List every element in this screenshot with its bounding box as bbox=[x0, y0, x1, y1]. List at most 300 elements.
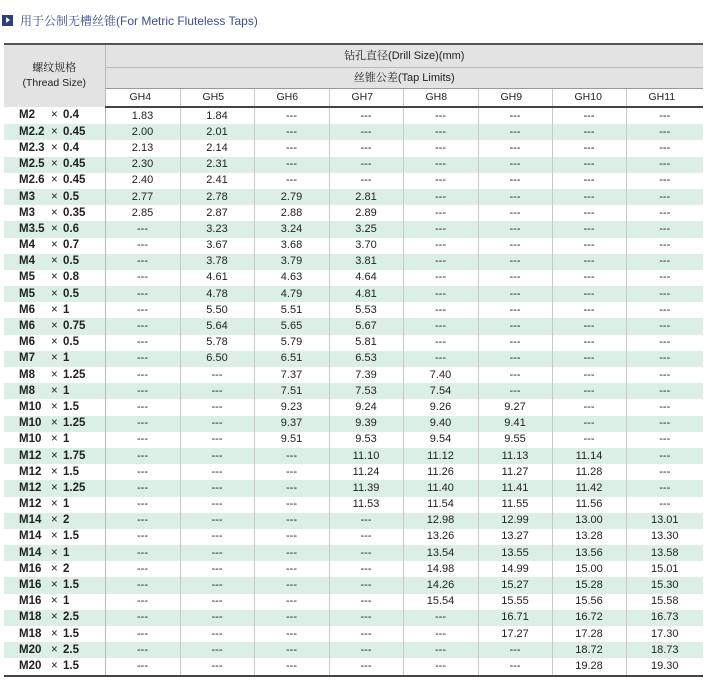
drill-value-cell: --- bbox=[659, 239, 671, 252]
table-row bbox=[4, 626, 703, 642]
drill-value-cell: --- bbox=[105, 545, 180, 561]
drill-value-cell: --- bbox=[180, 626, 254, 642]
drill-value-cell: --- bbox=[659, 303, 671, 316]
drill-value-cell: --- bbox=[552, 173, 626, 189]
drill-value-cell: --- bbox=[105, 642, 180, 658]
thread-diameter: M20 bbox=[19, 659, 42, 672]
drill-value-cell: 11.55 bbox=[478, 497, 552, 513]
drill-value-cell: --- bbox=[254, 513, 329, 529]
drill-value-cell: --- bbox=[329, 545, 403, 561]
drill-value-cell: --- bbox=[552, 107, 626, 124]
drill-value-cell: --- bbox=[180, 448, 254, 464]
table-row bbox=[4, 318, 703, 334]
drill-value-cell: 6.51 bbox=[254, 351, 329, 367]
drill-value-cell: --- bbox=[329, 124, 403, 140]
thread-size-cell bbox=[4, 302, 105, 318]
drill-value-cell: --- bbox=[659, 174, 671, 187]
table-row bbox=[4, 658, 703, 675]
times-sign: × bbox=[51, 433, 58, 446]
thread-diameter: M10 bbox=[19, 433, 42, 446]
drill-value-cell: --- bbox=[626, 124, 703, 140]
drill-value-cell: --- bbox=[105, 221, 180, 237]
drill-value-cell: --- bbox=[552, 367, 626, 383]
drill-value-cell: 16.73 bbox=[626, 610, 703, 626]
drill-value-cell: 13.55 bbox=[478, 545, 552, 561]
drill-value-cell: 11.14 bbox=[552, 448, 626, 464]
drill-value-cell: --- bbox=[329, 529, 403, 545]
thread-diameter: M3 bbox=[19, 190, 35, 203]
thread-size-cell bbox=[4, 448, 105, 464]
drill-value-cell: 15.54 bbox=[403, 594, 478, 610]
drill-value-cell: --- bbox=[105, 254, 180, 270]
thread-pitch: 0.5 bbox=[63, 190, 79, 203]
thread-size-cell bbox=[4, 626, 105, 642]
drill-value-cell: 15.27 bbox=[478, 577, 552, 593]
drill-value-cell: 15.56 bbox=[552, 594, 626, 610]
times-sign: × bbox=[51, 627, 58, 640]
drill-value-cell: --- bbox=[105, 399, 180, 415]
drill-value-cell: --- bbox=[552, 189, 626, 205]
thread-pitch: 2 bbox=[63, 514, 70, 527]
drill-value-cell: --- bbox=[254, 545, 329, 561]
thread-diameter: M12 bbox=[19, 481, 42, 494]
table-row bbox=[4, 399, 703, 415]
drill-value-cell: --- bbox=[105, 367, 180, 383]
drill-value-cell: 9.40 bbox=[403, 416, 478, 432]
drill-value-cell: 15.55 bbox=[478, 594, 552, 610]
thread-size-cell bbox=[4, 561, 105, 577]
thread-diameter: M12 bbox=[19, 498, 42, 511]
thread-pitch: 2.5 bbox=[63, 643, 79, 656]
thread-pitch: 0.7 bbox=[63, 239, 79, 252]
table-row bbox=[4, 238, 703, 254]
thread-size-cell bbox=[4, 497, 105, 513]
section-title bbox=[0, 10, 258, 30]
drill-value-cell: --- bbox=[478, 238, 552, 254]
drill-value-cell: 13.54 bbox=[403, 545, 478, 561]
bullet-arrow-icon bbox=[2, 15, 13, 26]
drill-value-cell: 15.58 bbox=[650, 595, 679, 608]
thread-pitch: 1.25 bbox=[63, 417, 86, 430]
drill-value-cell: --- bbox=[254, 594, 329, 610]
times-sign: × bbox=[51, 481, 58, 494]
drill-value-cell: --- bbox=[105, 529, 180, 545]
thread-size-cell bbox=[4, 383, 105, 399]
drill-value-cell: --- bbox=[659, 206, 671, 219]
thread-diameter: M2.3 bbox=[19, 141, 45, 154]
drill-value-cell: --- bbox=[478, 383, 552, 399]
times-sign: × bbox=[51, 158, 58, 171]
thread-pitch: 1 bbox=[63, 384, 70, 397]
drill-value-cell: 4.63 bbox=[254, 270, 329, 286]
drill-value-cell: 11.40 bbox=[403, 480, 478, 496]
drill-value-cell: --- bbox=[659, 400, 671, 413]
thread-diameter: M7 bbox=[19, 352, 35, 365]
thread-diameter: M8 bbox=[19, 368, 35, 381]
drill-value-cell: --- bbox=[254, 157, 329, 173]
drill-value-cell: --- bbox=[403, 626, 478, 642]
drill-value-cell: --- bbox=[478, 270, 552, 286]
drill-value-cell: 7.54 bbox=[403, 383, 478, 399]
table-row bbox=[4, 642, 703, 658]
thread-diameter: M10 bbox=[19, 417, 42, 430]
drill-value-cell: 15.00 bbox=[552, 561, 626, 577]
drill-value-cell: 5.50 bbox=[180, 302, 254, 318]
drill-value-cell: --- bbox=[180, 529, 254, 545]
drill-value-cell: --- bbox=[478, 302, 552, 318]
thread-pitch: 1.5 bbox=[63, 465, 79, 478]
drill-value-cell: 6.53 bbox=[329, 351, 403, 367]
drill-value-cell: 2.89 bbox=[329, 205, 403, 221]
drill-value-cell: --- bbox=[254, 577, 329, 593]
times-sign: × bbox=[51, 562, 58, 575]
drill-value-cell: --- bbox=[552, 124, 626, 140]
column-header-gh6: GH6 bbox=[254, 89, 329, 108]
thread-diameter: M6 bbox=[19, 320, 35, 333]
drill-value-cell: 3.67 bbox=[180, 238, 254, 254]
drill-value-cell: 17.30 bbox=[650, 627, 679, 640]
drill-value-cell: 2.30 bbox=[105, 157, 180, 173]
column-header-gh10: GH10 bbox=[552, 89, 626, 108]
times-sign: × bbox=[51, 611, 58, 624]
drill-value-cell: --- bbox=[403, 302, 478, 318]
drill-value-cell: --- bbox=[105, 577, 180, 593]
drill-value-cell: --- bbox=[552, 335, 626, 351]
drill-value-cell: --- bbox=[180, 577, 254, 593]
drill-value-cell: --- bbox=[180, 610, 254, 626]
drill-value-cell: --- bbox=[329, 107, 403, 124]
table-row bbox=[4, 432, 703, 448]
drill-value-cell: 11.56 bbox=[552, 497, 626, 513]
thread-size-cell bbox=[4, 658, 105, 675]
drill-value-cell: --- bbox=[403, 107, 478, 124]
thread-pitch: 1 bbox=[63, 352, 70, 365]
drill-value-cell: 11.10 bbox=[329, 448, 403, 464]
drill-value-cell: 11.28 bbox=[552, 464, 626, 480]
drill-value-cell: --- bbox=[180, 545, 254, 561]
drill-value-cell: 3.79 bbox=[254, 254, 329, 270]
column-header-gh9: GH9 bbox=[478, 89, 552, 108]
thread-pitch: 0.75 bbox=[63, 320, 86, 333]
drill-value-cell: --- bbox=[403, 318, 478, 334]
drill-value-cell: --- bbox=[105, 238, 180, 254]
thread-pitch: 1.25 bbox=[63, 481, 86, 494]
thread-pitch: 0.8 bbox=[63, 271, 79, 284]
drill-value-cell: --- bbox=[659, 433, 671, 446]
drill-value-cell: 2.81 bbox=[329, 189, 403, 205]
drill-value-cell: 7.37 bbox=[254, 367, 329, 383]
thread-size-cell bbox=[4, 238, 105, 254]
drill-value-cell: --- bbox=[329, 642, 403, 658]
drill-value-cell: --- bbox=[478, 173, 552, 189]
table-row bbox=[4, 189, 703, 205]
thread-pitch: 0.35 bbox=[63, 206, 86, 219]
drill-value-cell: --- bbox=[180, 594, 254, 610]
table-row bbox=[4, 448, 703, 464]
drill-value-cell: --- bbox=[105, 497, 180, 513]
drill-value-cell: 19.30 bbox=[626, 658, 703, 675]
table-row bbox=[4, 577, 703, 593]
drill-value-cell: --- bbox=[254, 497, 329, 513]
table-row bbox=[4, 173, 703, 189]
drill-value-cell: --- bbox=[254, 561, 329, 577]
drill-value-cell: 11.41 bbox=[478, 480, 552, 496]
table-row bbox=[4, 464, 703, 480]
thread-diameter: M5 bbox=[19, 287, 35, 300]
drill-value-cell: --- bbox=[329, 513, 403, 529]
thread-diameter: M3.5 bbox=[19, 222, 45, 235]
thread-pitch: 1.5 bbox=[63, 659, 79, 672]
drill-value-cell: 11.13 bbox=[478, 448, 552, 464]
drill-value-cell: --- bbox=[254, 626, 329, 642]
table-row bbox=[4, 205, 703, 221]
thread-diameter: M6 bbox=[19, 336, 35, 349]
drill-value-cell: 9.41 bbox=[478, 416, 552, 432]
drill-value-cell: --- bbox=[180, 432, 254, 448]
times-sign: × bbox=[51, 141, 58, 154]
drill-value-cell: 5.78 bbox=[180, 335, 254, 351]
drill-value-cell: --- bbox=[329, 626, 403, 642]
thread-size-cell bbox=[4, 107, 105, 124]
thread-diameter: M16 bbox=[19, 595, 42, 608]
thread-diameter: M18 bbox=[19, 627, 42, 640]
drill-value-cell: 7.53 bbox=[329, 383, 403, 399]
thread-pitch: 0.5 bbox=[63, 255, 79, 268]
drill-value-cell: --- bbox=[552, 140, 626, 156]
thread-size-cell bbox=[4, 642, 105, 658]
thread-size-cell bbox=[4, 351, 105, 367]
drill-value-cell: --- bbox=[180, 561, 254, 577]
drill-value-cell: --- bbox=[552, 270, 626, 286]
drill-value-cell: 11.26 bbox=[403, 464, 478, 480]
thread-size-cell bbox=[4, 189, 105, 205]
thread-pitch: 1 bbox=[63, 595, 70, 608]
column-header-gh5: GH5 bbox=[180, 89, 254, 108]
thread-size-cell bbox=[4, 157, 105, 173]
drill-value-cell: --- bbox=[626, 383, 703, 399]
drill-value-cell: 3.70 bbox=[329, 238, 403, 254]
drill-value-cell: 2.78 bbox=[180, 189, 254, 205]
table-row bbox=[4, 529, 703, 545]
thread-pitch: 0.45 bbox=[63, 174, 86, 187]
drill-value-cell: --- bbox=[478, 140, 552, 156]
drill-value-cell: 13.00 bbox=[552, 513, 626, 529]
thread-size-cell bbox=[4, 513, 105, 529]
drill-value-cell: --- bbox=[659, 368, 671, 381]
table-row bbox=[4, 286, 703, 302]
drill-value-cell: --- bbox=[105, 480, 180, 496]
drill-value-cell: 15.30 bbox=[626, 577, 703, 593]
drill-value-cell: --- bbox=[254, 529, 329, 545]
thread-size-cell bbox=[4, 335, 105, 351]
thread-diameter: M2.5 bbox=[19, 158, 45, 171]
times-sign: × bbox=[51, 595, 58, 608]
drill-value-cell: --- bbox=[626, 351, 703, 367]
times-sign: × bbox=[51, 514, 58, 527]
drill-value-cell: 15.28 bbox=[552, 577, 626, 593]
drill-value-cell: --- bbox=[329, 140, 403, 156]
drill-value-cell: --- bbox=[626, 318, 703, 334]
drill-value-cell: --- bbox=[180, 497, 254, 513]
drill-value-cell: --- bbox=[329, 577, 403, 593]
drill-value-cell: 2.00 bbox=[105, 124, 180, 140]
drill-value-cell: 13.01 bbox=[626, 513, 703, 529]
drill-value-cell: 11.39 bbox=[329, 480, 403, 496]
times-sign: × bbox=[51, 579, 58, 592]
drill-value-cell: 11.12 bbox=[403, 448, 478, 464]
drill-value-cell: --- bbox=[254, 173, 329, 189]
table-row bbox=[4, 367, 703, 383]
drill-size-table bbox=[4, 43, 703, 677]
thread-size-cell bbox=[4, 270, 105, 286]
drill-value-cell: 9.51 bbox=[254, 432, 329, 448]
drill-value-cell: --- bbox=[552, 238, 626, 254]
times-sign: × bbox=[51, 530, 58, 543]
drill-value-cell: --- bbox=[105, 594, 180, 610]
drill-value-cell: --- bbox=[105, 513, 180, 529]
drill-value-cell: --- bbox=[478, 254, 552, 270]
drill-value-cell: 9.23 bbox=[254, 399, 329, 415]
drill-value-cell: --- bbox=[254, 610, 329, 626]
drill-value-cell: 9.53 bbox=[329, 432, 403, 448]
thread-size-cell bbox=[4, 610, 105, 626]
drill-value-cell: --- bbox=[626, 416, 703, 432]
table-row bbox=[4, 157, 703, 173]
drill-value-cell: 4.61 bbox=[180, 270, 254, 286]
thread-diameter: M16 bbox=[19, 562, 42, 575]
drill-value-cell: --- bbox=[478, 367, 552, 383]
thread-pitch: 1 bbox=[63, 498, 70, 511]
thread-pitch: 0.5 bbox=[63, 287, 79, 300]
drill-value-cell: 5.53 bbox=[329, 302, 403, 318]
drill-value-cell: --- bbox=[105, 464, 180, 480]
thread-pitch: 0.45 bbox=[63, 125, 86, 138]
drill-value-cell: --- bbox=[659, 141, 671, 154]
thread-diameter: M12 bbox=[19, 465, 42, 478]
drill-value-cell: --- bbox=[403, 157, 478, 173]
drill-value-cell: --- bbox=[478, 351, 552, 367]
drill-value-cell: --- bbox=[403, 351, 478, 367]
drill-value-cell: --- bbox=[180, 399, 254, 415]
thread-size-cell bbox=[4, 205, 105, 221]
times-sign: × bbox=[51, 659, 58, 672]
drill-value-cell: 4.64 bbox=[329, 270, 403, 286]
thread-diameter: M3 bbox=[19, 206, 35, 219]
drill-value-cell: --- bbox=[552, 383, 626, 399]
thread-diameter: M5 bbox=[19, 271, 35, 284]
drill-value-cell: 16.71 bbox=[478, 610, 552, 626]
drill-value-cell: 5.64 bbox=[180, 318, 254, 334]
section-title-text: 用于公制无槽丝锥(For Metric Fluteless Taps) bbox=[20, 13, 258, 28]
table-row bbox=[4, 124, 703, 140]
times-sign: × bbox=[51, 417, 58, 430]
thread-size-cell bbox=[4, 480, 105, 496]
drill-value-cell: --- bbox=[626, 157, 703, 173]
drill-value-cell: 9.26 bbox=[403, 399, 478, 415]
thread-size-header-cn: 螺纹规格 bbox=[32, 62, 77, 74]
drill-value-cell: 7.51 bbox=[254, 383, 329, 399]
drill-value-cell: --- bbox=[105, 351, 180, 367]
drill-value-cell: --- bbox=[403, 205, 478, 221]
drill-value-cell: 12.98 bbox=[403, 513, 478, 529]
drill-value-cell: --- bbox=[478, 107, 552, 124]
thread-size-header-en: (Thread Size) bbox=[22, 77, 87, 89]
drill-value-cell: --- bbox=[552, 318, 626, 334]
drill-value-cell: --- bbox=[105, 302, 180, 318]
drill-value-cell: --- bbox=[329, 658, 403, 675]
drill-value-cell: 9.54 bbox=[403, 432, 478, 448]
drill-value-cell: 5.67 bbox=[329, 318, 403, 334]
thread-size-cell bbox=[4, 416, 105, 432]
drill-value-cell: 4.78 bbox=[180, 286, 254, 302]
table-row bbox=[4, 351, 703, 367]
drill-value-cell: --- bbox=[552, 432, 626, 448]
drill-value-cell: 3.78 bbox=[180, 254, 254, 270]
table-row bbox=[4, 594, 703, 610]
thread-size-cell bbox=[4, 124, 105, 140]
thread-diameter: M14 bbox=[19, 530, 42, 543]
drill-value-cell: 17.27 bbox=[478, 626, 552, 642]
drill-value-cell: --- bbox=[105, 561, 180, 577]
thread-pitch: 0.5 bbox=[63, 336, 79, 349]
drill-value-cell: --- bbox=[659, 271, 671, 284]
drill-value-cell: 9.39 bbox=[329, 416, 403, 432]
drill-value-cell: 2.87 bbox=[180, 205, 254, 221]
thread-diameter: M12 bbox=[19, 449, 42, 462]
times-sign: × bbox=[51, 109, 58, 122]
times-sign: × bbox=[51, 449, 58, 462]
drill-value-cell: --- bbox=[552, 286, 626, 302]
table-row bbox=[4, 610, 703, 626]
drill-value-cell: --- bbox=[403, 286, 478, 302]
drill-value-cell: --- bbox=[105, 448, 180, 464]
drill-value-cell: --- bbox=[254, 480, 329, 496]
drill-value-cell: 2.40 bbox=[105, 173, 180, 189]
thread-size-cell bbox=[4, 399, 105, 415]
drill-value-cell: --- bbox=[180, 464, 254, 480]
drill-value-cell: --- bbox=[552, 416, 626, 432]
drill-value-cell: --- bbox=[105, 658, 180, 675]
drill-value-cell: 18.72 bbox=[552, 642, 626, 658]
drill-value-cell: 14.26 bbox=[403, 577, 478, 593]
thread-diameter: M4 bbox=[19, 255, 35, 268]
drill-value-cell: 4.79 bbox=[254, 286, 329, 302]
drill-value-cell: --- bbox=[254, 140, 329, 156]
drill-value-cell: 16.72 bbox=[552, 610, 626, 626]
drill-value-cell: --- bbox=[403, 335, 478, 351]
drill-value-cell: 2.79 bbox=[254, 189, 329, 205]
thread-diameter: M8 bbox=[19, 384, 35, 397]
thread-pitch: 1.5 bbox=[63, 530, 79, 543]
drill-value-cell: 11.54 bbox=[403, 497, 478, 513]
drill-value-cell: --- bbox=[478, 642, 552, 658]
drill-value-cell: --- bbox=[552, 351, 626, 367]
drill-value-cell: --- bbox=[180, 480, 254, 496]
thread-pitch: 1.5 bbox=[63, 400, 79, 413]
thread-diameter: M18 bbox=[19, 611, 42, 624]
drill-value-cell: 9.24 bbox=[329, 399, 403, 415]
drill-value-cell: 9.27 bbox=[478, 399, 552, 415]
drill-value-cell: 18.73 bbox=[626, 642, 703, 658]
drill-value-cell: --- bbox=[403, 238, 478, 254]
thread-pitch: 1.75 bbox=[63, 449, 86, 462]
times-sign: × bbox=[51, 498, 58, 511]
drill-value-cell: 3.68 bbox=[254, 238, 329, 254]
times-sign: × bbox=[51, 239, 58, 252]
drill-value-cell: 12.99 bbox=[478, 513, 552, 529]
table-row bbox=[4, 561, 703, 577]
drill-value-cell: 2.31 bbox=[180, 157, 254, 173]
